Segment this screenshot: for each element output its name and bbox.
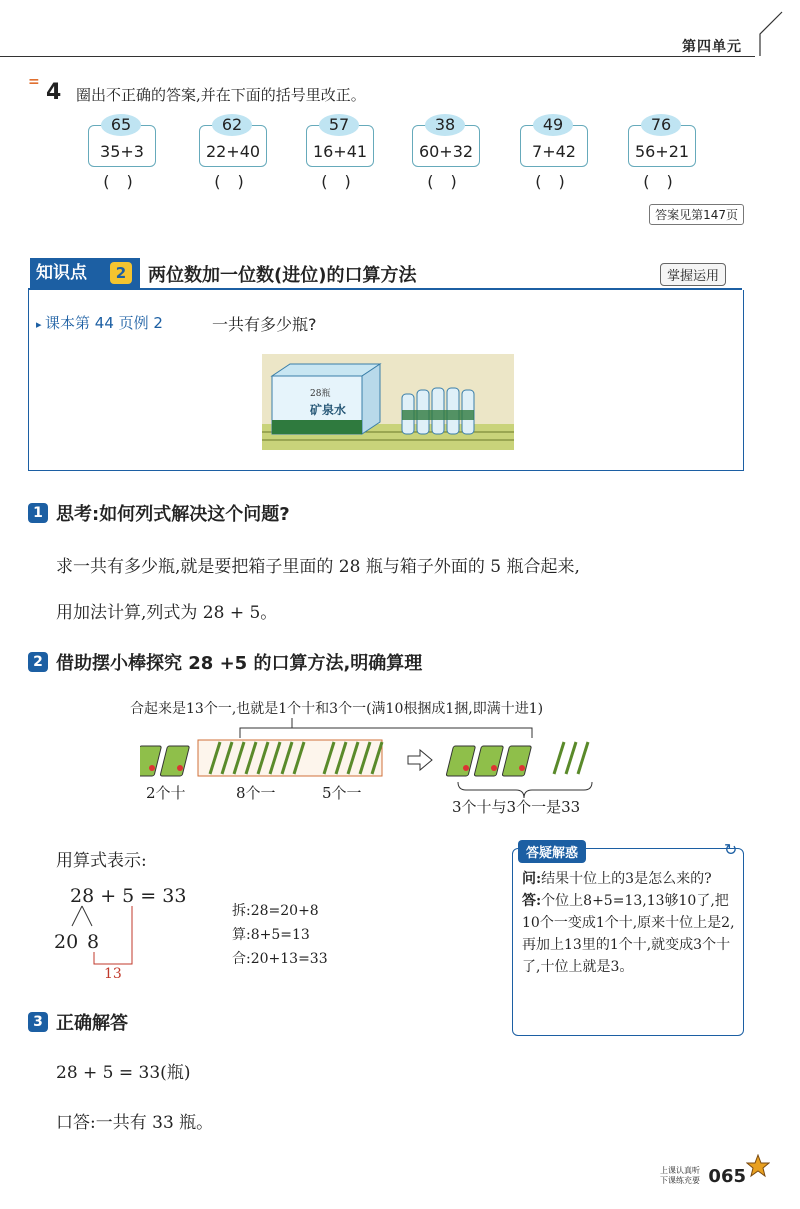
brand-line-2: 下课练充要 xyxy=(660,1176,700,1185)
box-brand-label: 矿泉水 xyxy=(310,403,347,417)
exercise-marker-icon: = xyxy=(28,74,40,90)
answer-oval[interactable]: 38 xyxy=(425,114,465,136)
formula-intro: 用算式表示: xyxy=(56,851,147,871)
note-split: 拆:28=20+8 xyxy=(232,903,319,919)
expression: 7+42 xyxy=(532,142,576,161)
step-3-title: 正确解答 xyxy=(56,1013,128,1034)
step-2-title: 借助摆小棒探究 28 +5 的口算方法,明确算理 xyxy=(56,653,423,674)
box-count-label: 28瓶 xyxy=(310,389,331,399)
step-1-title: 思考:如何列式解决这个问题? xyxy=(56,504,290,525)
note-combine: 合:20+13=33 xyxy=(232,951,328,967)
arrow-right-icon xyxy=(408,750,432,770)
solution-reply: 口答:一共有 33 瓶。 xyxy=(56,1113,214,1133)
answer-parentheses[interactable]: ( ) xyxy=(427,172,463,191)
qa-text xyxy=(522,868,736,978)
answer-oval[interactable]: 65 xyxy=(101,114,141,136)
label-two-tens: 2个十 xyxy=(146,784,186,802)
sticks-caption: 合起来是13个一,也就是1个十和3个一(满10根捆成1捆,即满十进1) xyxy=(130,701,544,717)
answer-parentheses[interactable]: ( ) xyxy=(214,172,250,191)
label-result: 3个十与3个一是33 xyxy=(452,798,581,816)
brand-line-1: 上课认真听 xyxy=(660,1166,700,1175)
solution-calc: 28 + 5 = 33(瓶) xyxy=(56,1063,191,1083)
note-compute: 算:8+5=13 xyxy=(232,927,310,943)
answer-text: 个位上8+5=13,13够10了,把10个一变成1个十,原来十位上是2,再加上13里的1个十,就变成3个十了,十位上就是3。 xyxy=(522,893,735,975)
expression: 22+40 xyxy=(205,142,261,161)
label-five-ones: 5个一 xyxy=(322,784,362,802)
unit-title: 第四单元 xyxy=(682,39,742,55)
answer-parentheses[interactable]: ( ) xyxy=(643,172,679,191)
answer-parentheses[interactable]: ( ) xyxy=(103,172,139,191)
textbook-reference-text: 课本第 44 页例 2 xyxy=(45,314,163,332)
water-box xyxy=(272,364,380,434)
split-tens: 20 xyxy=(54,931,79,953)
knowledge-label: 知识点 xyxy=(30,258,140,288)
answer-label: 答: xyxy=(522,893,542,909)
step-1-icon: 1 xyxy=(28,503,48,523)
equation: 28 + 5 = 33 xyxy=(70,885,187,907)
corner-decoration xyxy=(752,8,792,58)
expression: 60+32 xyxy=(418,142,474,161)
step-1-paragraph-1: 求一共有多少瓶,就是要把箱子里面的 28 瓶与箱子外面的 5 瓶合起来, xyxy=(56,557,580,577)
sticks-diagram xyxy=(140,712,600,802)
star-mascot-icon xyxy=(746,1154,770,1178)
header-rule xyxy=(0,56,755,57)
question-label: 问: xyxy=(522,871,542,887)
triangle-icon: ▸ xyxy=(36,318,46,331)
footer-brand xyxy=(660,1166,700,1186)
answer-parentheses[interactable]: ( ) xyxy=(535,172,571,191)
water-bottles-illustration xyxy=(262,354,514,450)
exercise-instruction: 圈出不正确的答案,并在下面的括号里改正。 xyxy=(76,86,366,104)
answer-parentheses[interactable]: ( ) xyxy=(321,172,357,191)
label-eight-ones: 8个一 xyxy=(236,784,276,802)
expression: 16+41 xyxy=(312,142,368,161)
answer-oval[interactable]: 62 xyxy=(212,114,252,136)
bundle-right xyxy=(446,746,531,776)
example-question: 一共有多少瓶? xyxy=(212,315,317,334)
bundle-left xyxy=(140,746,190,776)
expression: 35+3 xyxy=(100,142,144,161)
page-number: 065 xyxy=(708,1166,746,1187)
sum-thirteen: 13 xyxy=(104,966,122,982)
knowledge-number: 2 xyxy=(110,262,132,284)
mastery-tag: 掌握运用 xyxy=(660,263,726,286)
step-2-icon: 2 xyxy=(28,652,48,672)
loose-bottles xyxy=(402,388,474,434)
answer-oval[interactable]: 49 xyxy=(533,114,573,136)
step-1-paragraph-2: 用加法计算,列式为 28 + 5。 xyxy=(56,603,278,623)
split-ones: 8 xyxy=(87,931,100,953)
textbook-reference xyxy=(36,312,163,333)
answer-reference: 答案见第147页 xyxy=(649,204,744,225)
swirl-icon: ↻ xyxy=(724,840,738,859)
expression: 56+21 xyxy=(634,142,690,161)
question-text: 结果十位上的3是怎么来的? xyxy=(541,871,712,887)
answer-oval[interactable]: 57 xyxy=(319,114,359,136)
knowledge-title: 两位数加一位数(进位)的口算方法 xyxy=(148,265,417,286)
exercise-number: 4 xyxy=(46,80,62,105)
qa-label: 答疑解惑 xyxy=(518,840,586,863)
answer-oval[interactable]: 76 xyxy=(641,114,681,136)
step-3-icon: 3 xyxy=(28,1012,48,1032)
